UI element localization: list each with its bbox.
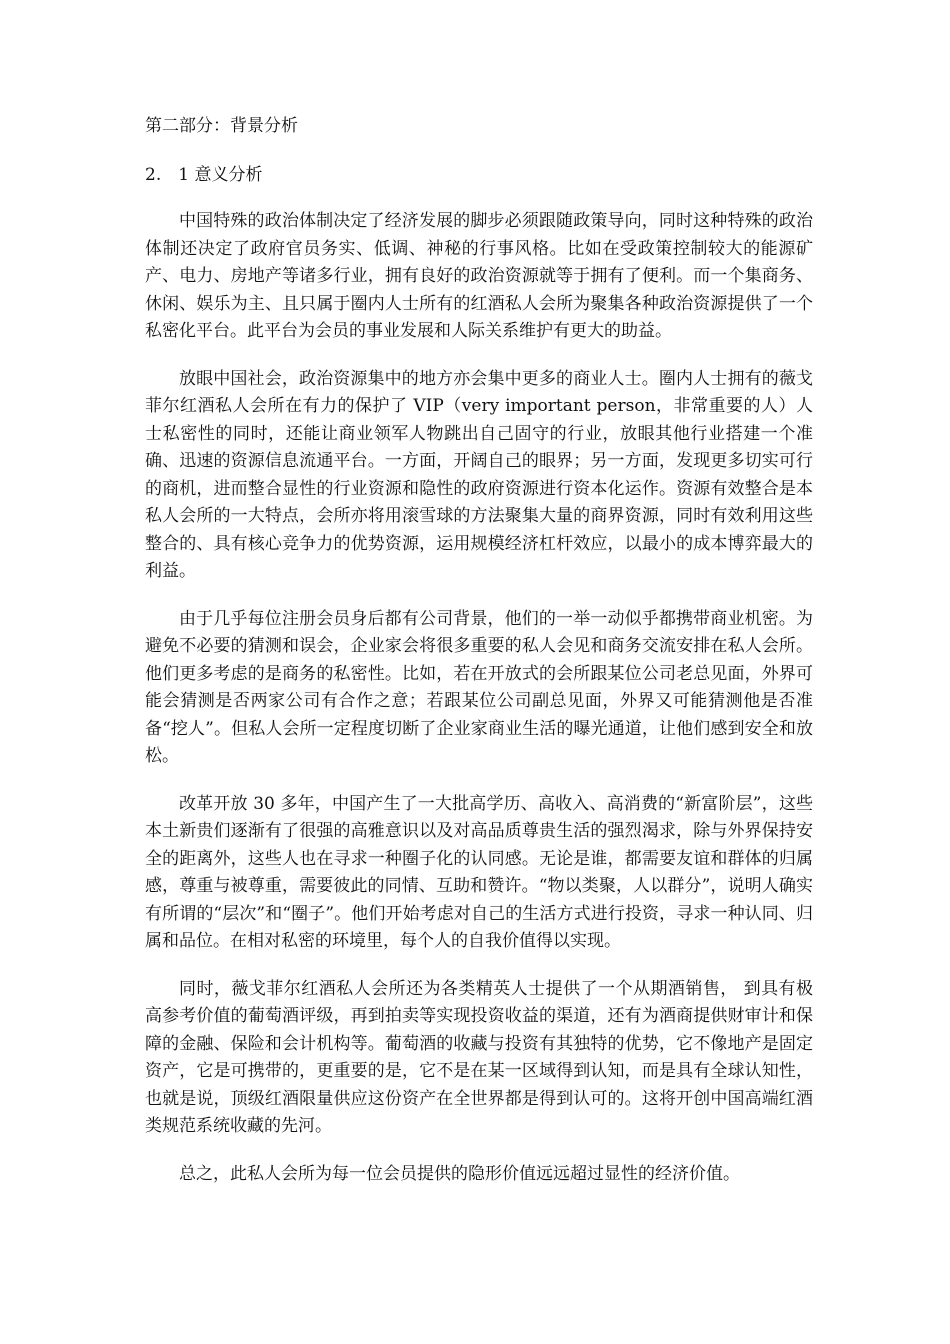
- subsection-title: 2. 1 意义分析: [145, 165, 263, 185]
- document-body: [145, 112, 813, 1188]
- paragraph-business-privacy: 由于几乎每位注册会员身后都有公司背景，他们的一举一动似乎都携带商业机密。为避免不必要的猜测和误会，企业家会将很多重要的私人会见和商务交流安排在私人会所。他们更多考虑的是商务的私密性。比如，若在开放式的会所跟某位公司老总见面，外界可能会猜测是否两家公司有合作之意；若跟某位公司副总见面，外界又可能猜测他是否准备“挖人”。但私人会所一定程度切断了企业家商业生活的曝光通道，让他们感到安全和放松。: [145, 608, 813, 766]
- paragraph-wine-investment: 同时，薇戈菲尔红酒私人会所还为各类精英人士提供了一个从期酒销售， 到具有极高参考价值的葡萄酒评级，再到拍卖等实现投资收益的渠道，还有为酒商提供财审计和保障的金融、保险和会计机构等。葡萄酒的收藏与投资有其独特的优势，它不像地产是固定资产，它是可携带的，更重要的是，它不是在某一区域得到认知，而是具有全球认知性，也就是说，顶级红酒限量供应这份资产在全世界都是得到认可的。这将开创中国高端红酒类规范系统收藏的先河。: [145, 978, 813, 1136]
- paragraph-new-rich-class: 改革开放 30 多年，中国产生了一大批高学历、高收入、高消费的“新富阶层”，这些本土新贵们逐渐有了很强的高雅意识以及对高品质尊贵生活的强烈渴求，除与外界保持安全的距离外，这些人也在寻求一种圈子化的认同感。无论是谁，都需要友谊和群体的归属感，尊重与被尊重，需要彼此的同情、互助和赞许。“物以类聚，人以群分”，说明人确实有所谓的“层次”和“圈子”。他们开始考虑对自己的生活方式进行投资，寻求一种认同、归属和品位。在相对私密的环境里，每个人的自我价值得以实现。: [145, 793, 813, 951]
- paragraph-resource-integration: 放眼中国社会，政治资源集中的地方亦会集中更多的商业人士。圈内人士拥有的薇戈菲尔红酒私人会所在有力的保护了 VIP（very important person，非常重要的人）人士私密性的同时，还能让商业领军人物跳出自己固守的行业，放眼其他行业搭建一个准确、迅速的资源信息流通平台。一方面，开阔自己的眼界；另一方面，发现更多切实可行的商机，进而整合显性的行业资源和隐性的政府资源进行资本化运作。资源有效整合是本私人会所的一大特点，会所亦将用滚雪球的方法聚集大量的商界资源，同时有效利用这些整合的、具有核心竞争力的优势资源，运用规模经济杠杆效应，以最小的成本博弈最大的利益。: [145, 368, 813, 581]
- section-title: 第二部分：背景分析: [145, 116, 298, 136]
- paragraph-conclusion: 总之，此私人会所为每一位会员提供的隐形价值远远超过显性的经济价值。: [179, 1163, 740, 1184]
- paragraph-significance-politics: 中国特殊的政治体制决定了经济发展的脚步必须跟随政策导向，同时这种特殊的政治体制还决定了政府官员务实、低调、神秘的行事风格。比如在受政策控制较大的能源矿产、电力、房地产等诸多行业，拥有良好的政治资源就等于拥有了便利。而一个集商务、休闲、娱乐为主、且只属于圈内人士所有的红酒私人会所为聚集各种政治资源提供了一个私密化平台。此平台为会员的事业发展和人际关系维护有更大的助益。: [145, 211, 813, 341]
